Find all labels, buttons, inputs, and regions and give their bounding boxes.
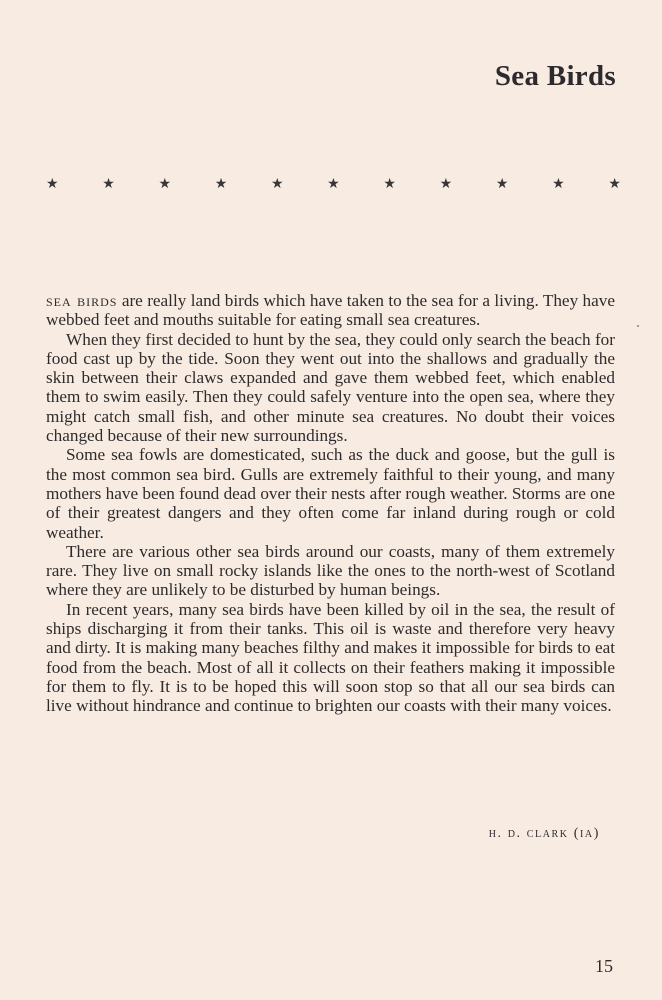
author-name: h. d. clark (ia)	[488, 826, 600, 841]
star-icon: ★	[102, 177, 115, 192]
paragraph-2: When they first decided to hunt by the sea, they could only search the beach for food cast up by the tide. Soon they went out into the shallows and gradually the skin between their claws expanded and gave them webbed feet, which enabled them to swim easily. Then they could safely venture into the open sea, where they might catch small fish, and other minute sea creatures. No doubt their voices changed because of their new surroundings.	[46, 329, 615, 446]
star-icon: ★	[46, 177, 59, 192]
margin-speck	[637, 325, 639, 327]
star-icon: ★	[270, 177, 284, 192]
star-icon: ★	[327, 177, 340, 192]
lead-in-smallcaps: sea birds	[46, 291, 118, 310]
star-icon: ★	[552, 177, 565, 192]
paragraph-4: There are various other sea birds around our coasts, many of them extremely rare. They live on small rocky islands like the ones to the north-west of Scotland where they are unlikely to be disturbed by human beings.	[46, 541, 615, 600]
article-body	[46, 291, 615, 716]
star-icon: ★	[383, 177, 396, 192]
star-icon: ★	[158, 177, 172, 192]
paragraph-1-text: are really land birds which have taken to the sea for a living. They have webbed feet and mouths suitable for eating small sea creatures.	[46, 291, 616, 330]
author-byline	[489, 826, 600, 842]
paragraph-5: In recent years, many sea birds have been killed by oil in the sea, the result of ships discharging it from their tanks. This oil is waste and therefore very heavy and dirty. It is making many beaches filthy and makes it impossible for birds to eat food from the beach. Most of all it collects on their feathers making it impossible for them to fly. It is to be hoped this will soon stop so that all our sea birds can live without hindrance and continue to brighten our coasts with their many voices.	[46, 599, 615, 716]
article-title: Sea Birds	[494, 60, 616, 92]
star-icon: ★	[495, 177, 509, 192]
page-number: 15	[595, 956, 613, 976]
paragraph-1	[46, 291, 615, 330]
paragraph-3: Some sea fowls are domesticated, such as the duck and goose, but the gull is the most common sea bird. Gulls are extremely faithful to their young, and many mothers have been found dead over their nests after rough weather. Storms are one of their greatest dangers and they often come far inland during rough or cold weather.	[46, 445, 615, 542]
star-icon: ★	[214, 177, 228, 192]
star-icon: ★	[439, 177, 453, 192]
star-icon: ★	[608, 177, 621, 192]
star-ornament-divider	[46, 176, 621, 193]
